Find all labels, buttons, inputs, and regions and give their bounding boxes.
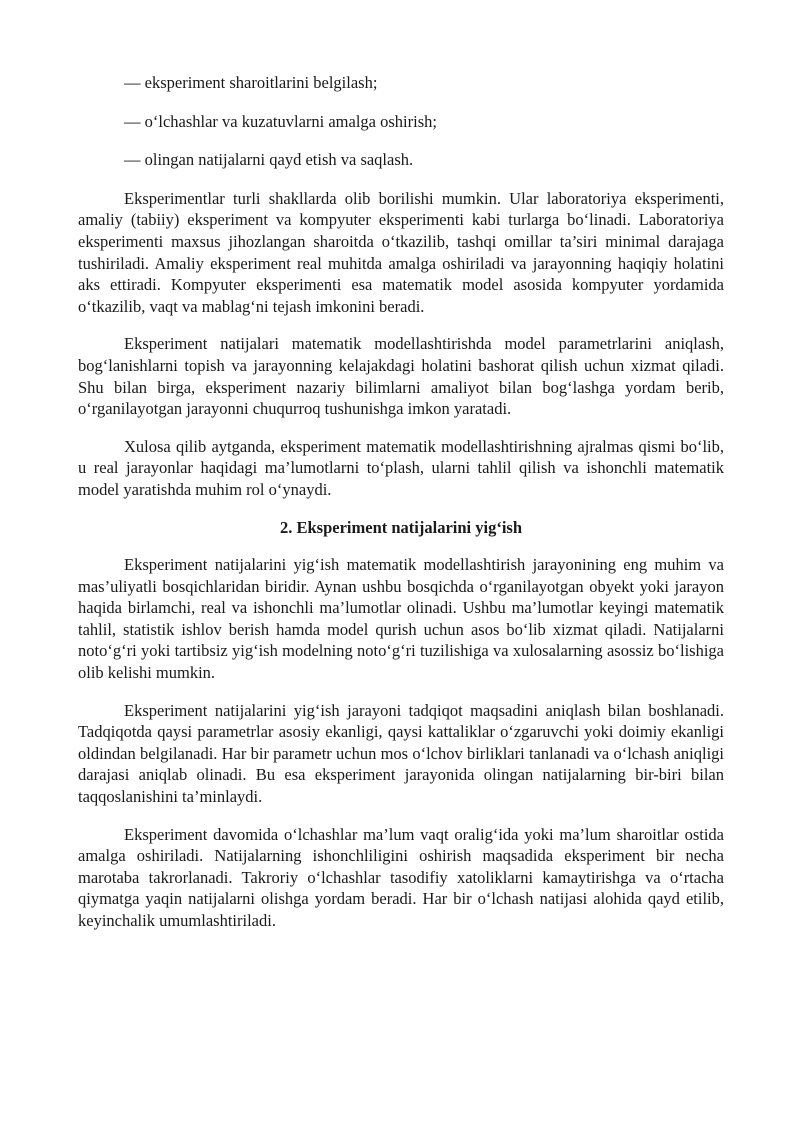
paragraph: Eksperiment natijalarini yig‘ish jarayoni tadqiqot maqsadini aniqlash bilan boshlanadi. Tadqiqotda qaysi parametrlar asosiy ekanligi, qaysi kattaliklar o‘zgaruvchi yoki doimiy ekanligi oldindan belgilanadi. Har bir parametr uchun mos o‘lchov birliklari tanlanadi va o‘lchash aniqligi darajasi aniqlab olinadi. Bu esa eksperiment jarayonida olingan natijalarning bir-biri bilan taqqoslanishini ta’minlaydi. bbox=[78, 700, 724, 807]
paragraph: Xulosa qilib aytganda, eksperiment matematik modellashtirishning ajralmas qismi bo‘lib, u real jarayonlar haqidagi ma’lumotlarni to‘plash, ularni tahlil qilish va ishonchli matematik model yaratishda muhim rol o‘ynaydi. bbox=[78, 436, 724, 499]
document-page bbox=[78, 72, 724, 948]
section-heading: 2. Eksperiment natijalarini yig‘ish bbox=[279, 517, 522, 537]
paragraph: Eksperimentlar turli shakllarda olib borilishi mumkin. Ular laboratoriya eksperimenti, amaliy (tabiiy) eksperiment va kompyuter eksperimenti kabi turlarga bo‘linadi. Laboratoriya eksperimenti maxsus jihozlangan sharoitda o‘tkazilib, tashqi omillar ta’siri minimal darajaga tushiriladi. Amaliy eksperiment real muhitda amalga oshiriladi va jarayonning haqiqiy holatini aks ettiradi. Kompyuter eksperimenti esa matematik model asosida kompyuter yordamida o‘tkazilib, vaqt va mablag‘ni tejash imkonini beradi. bbox=[78, 188, 724, 316]
paragraph: Eksperiment davomida o‘lchashlar ma’lum vaqt oralig‘ida yoki ma’lum sharoitlar ostida amalga oshiriladi. Natijalarning ishonchliligini oshirish maqsadida eksperiment bir necha marotaba takrorlanadi. Takroriy o‘lchashlar tasodifiy xatoliklarni kamaytirishga va o‘rtacha qiymatga yaqin natijalarni olishga yordam beradi. Har bir o‘lchash natijasi alohida qayd etilib, keyinchalik umumlashtiriladi. bbox=[78, 824, 724, 930]
bullet-item: — olingan natijalarni qayd etish va saqlash. bbox=[124, 150, 414, 170]
paragraph: Eksperiment natijalari matematik modellashtirishda model parametrlarini aniqlash, bog‘lanishlarni topish va jarayonning kelajakdagi holatini bashorat qilish uchun xizmat qiladi. Shu bilan birga, eksperiment nazariy bilimlarni amaliyot bilan bog‘lashga yordam berib, o‘rganilayotgan jarayonni chuqurroq tushunishga imkon yaratadi. bbox=[78, 334, 724, 419]
bullet-item: — eksperiment sharoitlarini belgilash; bbox=[124, 73, 378, 92]
paragraph: Eksperiment natijalarini yig‘ish matematik modellashtirish jarayonining eng muhim va mas’uliyatli bosqichlaridan biridir. Aynan ushbu bosqichda o‘rganilayotgan obyekt yoki jarayon haqida birlamchi, real va ishonchli ma’lumotlar olinadi. Ushbu ma’lumotlar keyingi matematik tahlil, statistik ishlov berish hamda model qurish uchun asos bo‘lib xizmat qiladi. Natijalarni noto‘g‘ri yoki tartibsiz yig‘ish modelning noto‘g‘ri tuzilishiga va xulosalarning asossiz bo‘lishiga olib kelishi mumkin. bbox=[78, 555, 724, 683]
bullet-item: — o‘lchashlar va kuzatuvlarni amalga oshirish; bbox=[124, 111, 437, 131]
